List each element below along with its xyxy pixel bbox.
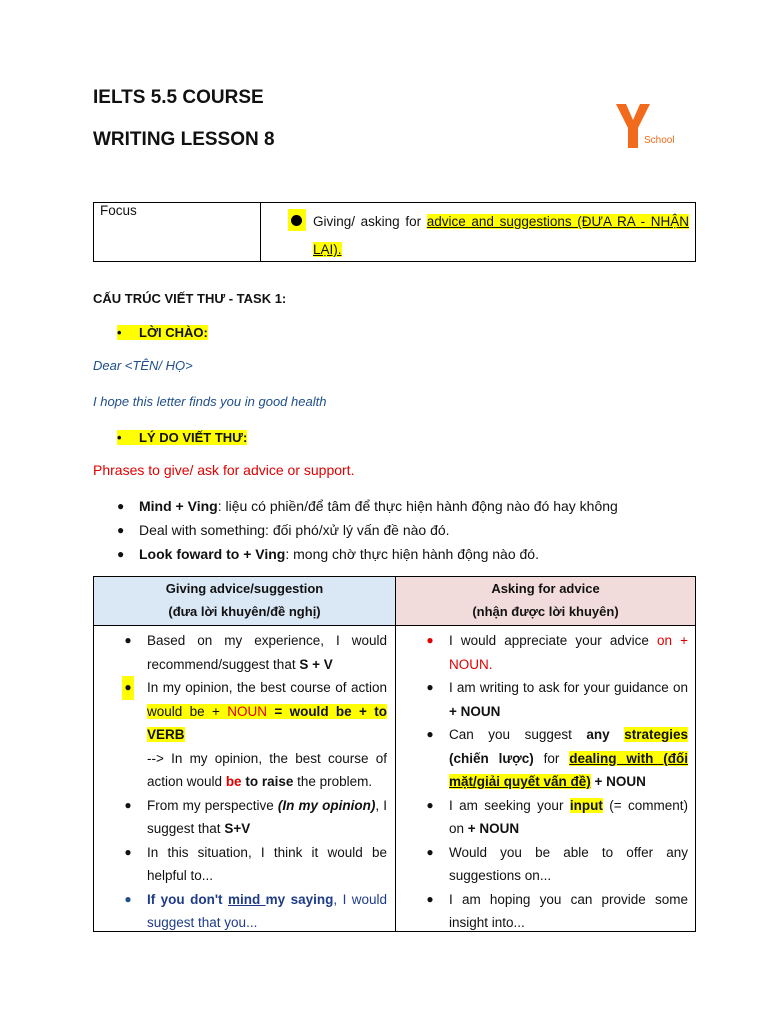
list-item: ● Based on my experience, I would recommend/suggest that S + V (94, 629, 395, 676)
list-item: ● I am seeking your input (= comment) on + NOUN (396, 794, 695, 841)
bullet-icon: ● (124, 891, 132, 906)
list-item (117, 494, 618, 518)
header-line: (nhận được lời khuyên) (472, 604, 619, 619)
advice-table (93, 576, 696, 932)
bullet-icon: ● (117, 523, 125, 537)
hope-line: I hope this letter finds you in good health (93, 394, 327, 409)
structure-heading: CẤU TRÚC VIẾT THƯ - TASK 1: (93, 291, 287, 306)
bullet-icon: ● (426, 891, 434, 906)
bullet-icon: ● (122, 676, 134, 700)
list-item (117, 518, 618, 542)
bullet-icon: ● (124, 844, 132, 859)
focus-text-plain: Giving/ asking for (313, 214, 427, 229)
bullet-icon: ● (426, 680, 434, 694)
reason-label (117, 430, 247, 445)
lesson-title: WRITING LESSON 8 (93, 129, 275, 150)
bullet-icon: ● (124, 633, 132, 647)
asking-advice-header (396, 577, 695, 625)
course-title: IELTS 5.5 COURSE (93, 87, 264, 108)
header-line: Asking for advice (491, 581, 600, 596)
greeting-label (117, 325, 208, 340)
table-header (94, 577, 695, 626)
list-item: ● In my opinion, the best course of action would be + NOUN = would be + to VERB --> In my opinion, the best course of action would be to raise the problem. (94, 676, 395, 794)
header-line: Giving advice/suggestion (165, 581, 324, 596)
logo-text: School (644, 135, 675, 146)
asking-advice-column (396, 626, 695, 932)
phrases-list (117, 494, 618, 566)
phrase-rest: Deal with something: đối phó/xử lý vấn đề nào đó. (139, 522, 450, 538)
phrase-bold: Mind + Ving (139, 498, 218, 514)
list-item: ● In this situation, I think it would be helpful to... (94, 841, 395, 888)
yschool-logo (614, 102, 694, 152)
focus-text (313, 208, 689, 264)
greeting-label-text: LỜI CHÀO: (139, 325, 208, 340)
focus-label: Focus (94, 203, 261, 261)
list-item: ● Can you suggest any strategies (chiến lược) for dealing with (đối mặt/giải quyết vấn đề) + NOUN (396, 723, 695, 794)
phrase-rest: : mong chờ thực hiện hành động nào đó. (285, 546, 539, 562)
bullet-icon: ● (426, 633, 434, 647)
list-item: ● I am writing to ask for your guidance on + NOUN (396, 676, 695, 723)
dear-line: Dear <TÊN/ HỌ> (93, 358, 193, 373)
list-item: ● I am hoping you can provide some insight into... (396, 888, 695, 935)
phrase-bold: Look foward to + Ving (139, 546, 286, 562)
bullet-icon: ● (426, 797, 434, 812)
list-item (117, 542, 618, 566)
phrases-intro: Phrases to give/ ask for advice or support. (93, 462, 355, 478)
list-item: ● From my perspective (In my opinion), I suggest that S+V (94, 794, 395, 841)
bullet-icon: ● (426, 844, 434, 859)
focus-table (93, 202, 696, 262)
giving-advice-header (94, 577, 396, 625)
bullet-icon: ● (117, 499, 125, 513)
reason-label-text: LÝ DO VIẾT THƯ: (139, 430, 248, 445)
bullet-icon (291, 215, 302, 226)
list-item: ● I would appreciate your advice on + NOUN. (396, 629, 695, 676)
list-item: ● Would you be able to offer any suggestions on... (396, 841, 695, 888)
bullet-icon: ● (124, 797, 132, 812)
giving-advice-column (94, 626, 396, 932)
bullet-icon: ● (426, 727, 434, 741)
bullet-icon: • (117, 430, 139, 445)
phrase-rest: : liệu có phiền/để tâm để thực hiện hành động nào đó hay không (217, 498, 618, 514)
focus-text-highlight: advice and suggestions (ĐƯA RA - NHẬN LẠI). (313, 214, 689, 257)
header-line: (đưa lời khuyên/đề nghị) (168, 604, 321, 619)
table-body (94, 626, 695, 932)
focus-content (261, 203, 695, 261)
bullet-icon: ● (117, 547, 125, 561)
list-item: ● If you don't mind my saying, I would suggest that you... (94, 888, 395, 935)
bullet-icon: • (117, 325, 139, 340)
